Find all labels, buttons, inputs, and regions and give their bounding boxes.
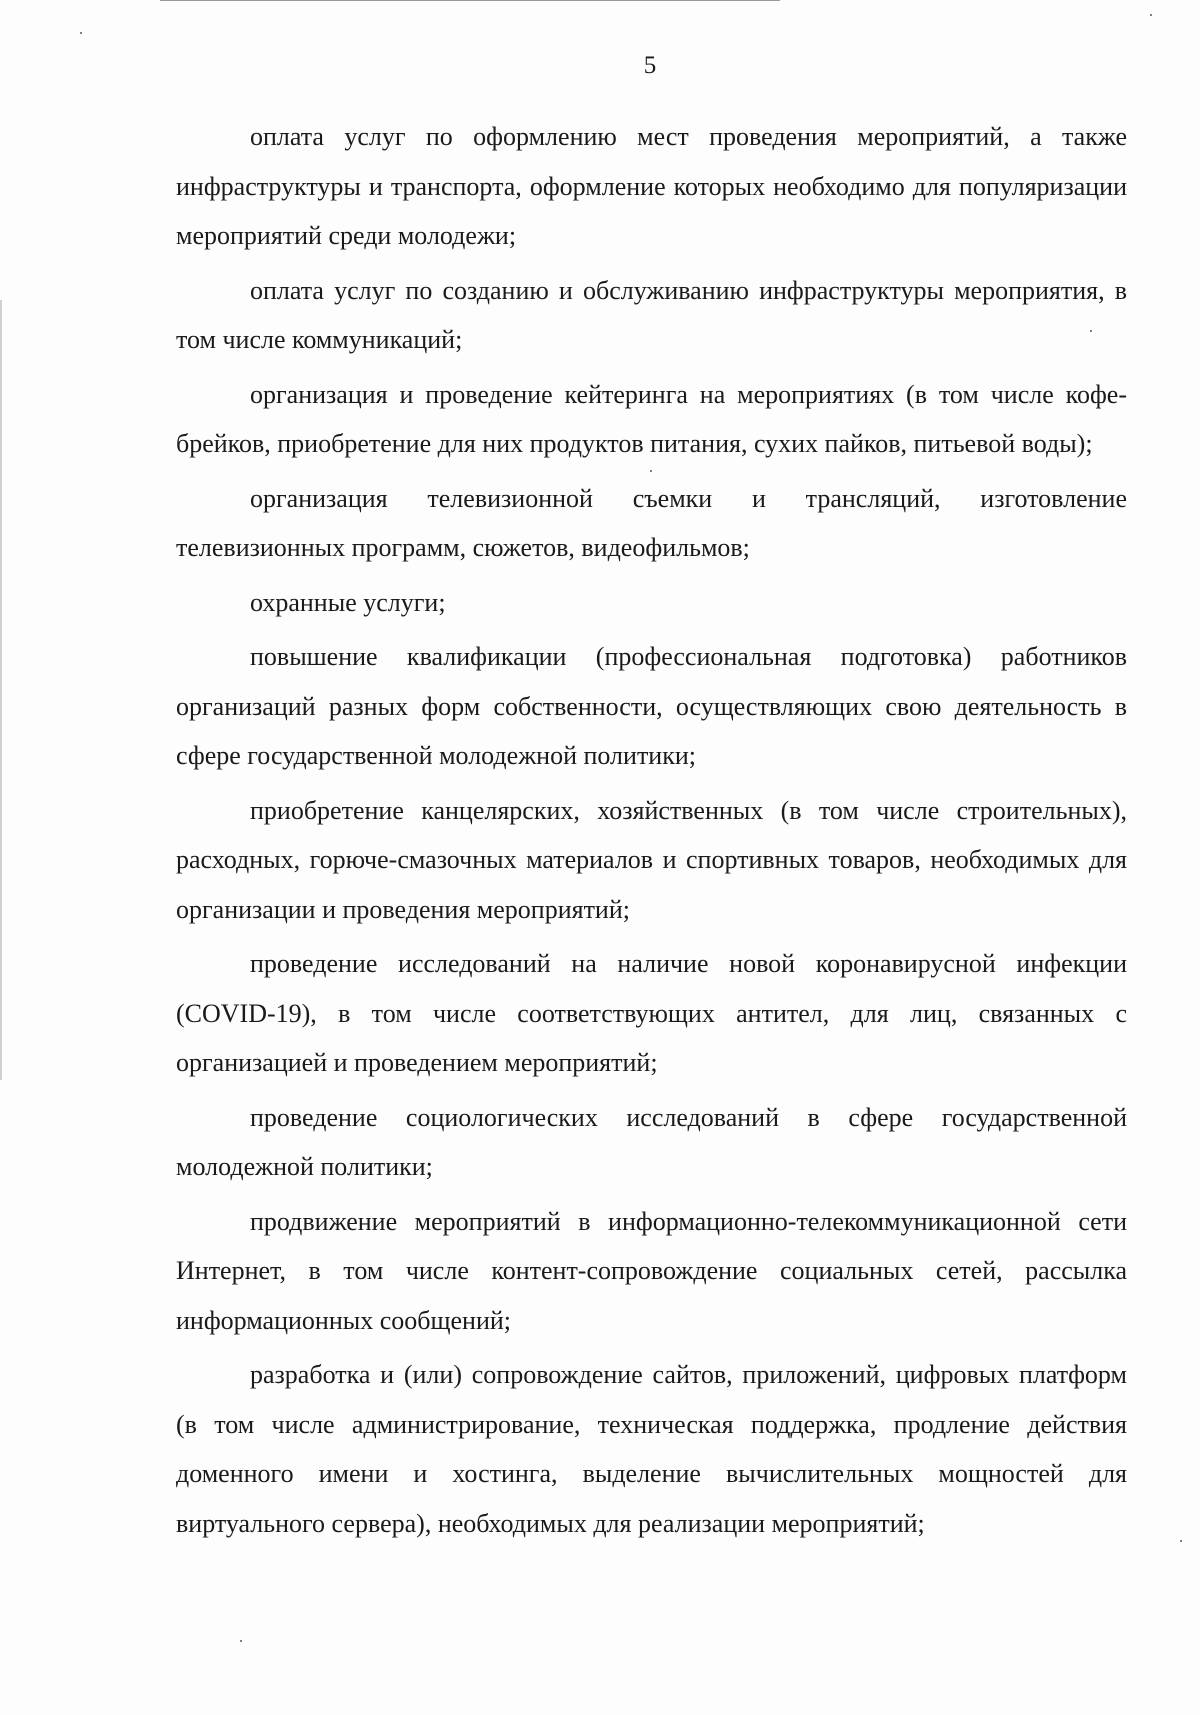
paragraph: разработка и (или) сопровождение сайтов, приложений, цифровых платформ (в том числе администрирование, техническая поддержка, продление действия доменного имени и хостинга, выделение вычислительных мощностей для виртуального сервера), необходимых для реализации мероприятий;: [176, 1360, 1127, 1538]
scan-speck: [240, 1640, 242, 1642]
paragraph: оплата услуг по созданию и обслуживанию инфраструктуры мероприятия, в том числе коммуникаций;: [176, 275, 1127, 354]
paragraph: проведение социологических исследований в сфере государственной молодежной политики;: [176, 1102, 1127, 1181]
paragraph: продвижение мероприятий в информационно-телекоммуникационной сети Интернет, в том числе контент-сопровождение социальных сетей, рассылка информационных сообщений;: [176, 1206, 1127, 1335]
paragraph: организация телевизионной съемки и трансляций, изготовление телевизионных программ, сюжетов, видеофильмов;: [176, 483, 1127, 562]
scan-speck: [1150, 14, 1152, 16]
document-body: [176, 112, 1127, 1553]
page-number: 5: [643, 52, 657, 79]
paragraph: повышение квалификации (профессиональная подготовка) работников организаций разных форм собственности, осуществляющих свою деятельность в сфере государственной молодежной политики;: [176, 642, 1127, 770]
paragraph: оплата услуг по оформлению мест проведения мероприятий, а также инфраструктуры и транспорта, оформление которых необходимо для популяризации мероприятий среди молодежи;: [176, 122, 1127, 250]
paragraph: приобретение канцелярских, хозяйственных (в том числе строительных), расходных, горюче-смазочных материалов и спортивных товаров, необходимых для организации и проведения мероприятий;: [176, 795, 1127, 924]
scan-speck: [1180, 1540, 1182, 1542]
paragraph: организация и проведение кейтеринга на мероприятиях (в том числе кофе-брейков, приобретение для них продуктов питания, сухих пайков, питьевой воды);: [176, 379, 1127, 458]
scan-speck: [80, 32, 82, 34]
paragraph: проведение исследований на наличие новой коронавирусной инфекции (COVID-19), в том числе соответствующих антител, для лиц, связанных с организацией и проведением мероприятий;: [176, 949, 1127, 1077]
scan-edge-line: [160, 0, 780, 1]
scan-edge-line: [0, 300, 2, 1080]
paragraph: охранные услуги;: [250, 587, 446, 617]
